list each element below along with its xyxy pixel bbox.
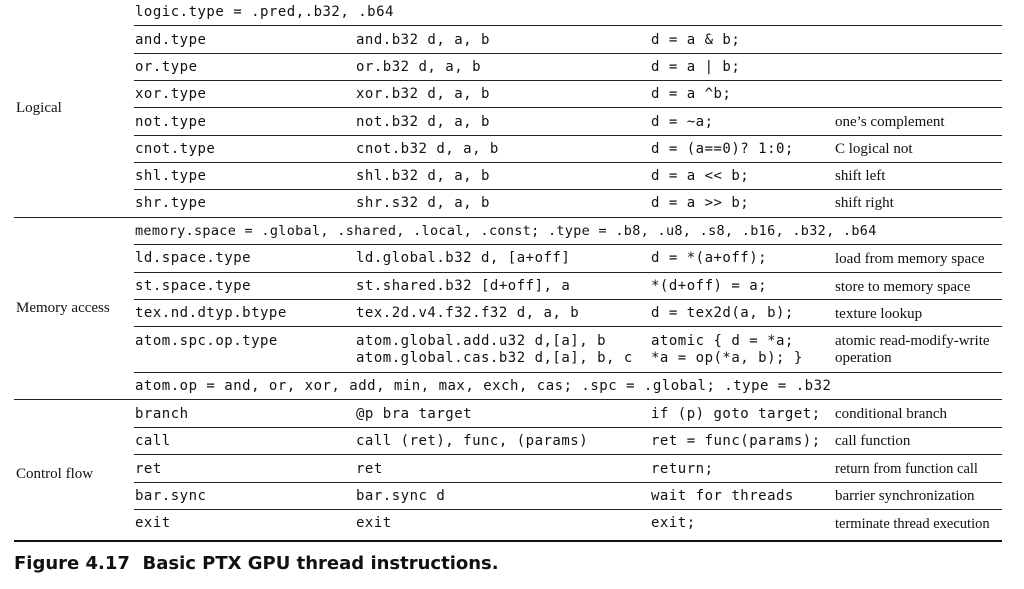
- instruction-type: tex.nd.dtyp.btype: [135, 305, 287, 321]
- row-divider: [134, 80, 1002, 81]
- row-divider: [134, 244, 1002, 245]
- memory-type-header: memory.space = .global, .shared, .local, .const; .type = .b8, .u8, .s8, .b16, .b32, .b64: [135, 223, 877, 239]
- row-divider: [134, 427, 1002, 428]
- instruction-example: @p bra target: [356, 406, 473, 422]
- section-divider: [14, 217, 1002, 218]
- instruction-comment: store to memory space: [835, 279, 971, 295]
- instruction-example: ld.global.b32 d, [a+off]: [356, 250, 571, 266]
- instruction-semantics: d = ~a;: [651, 114, 714, 130]
- instruction-comment: atomic read-modify-write: [835, 333, 990, 349]
- instruction-semantics: if (p) goto target;: [651, 406, 821, 422]
- table-bottom-rule: [14, 540, 1002, 542]
- instruction-type: and.type: [135, 32, 207, 48]
- category-control-flow: Control flow: [16, 466, 94, 482]
- row-divider: [134, 372, 1002, 373]
- instruction-example: shl.b32 d, a, b: [356, 168, 490, 184]
- instruction-type: st.space.type: [135, 278, 252, 294]
- instruction-type: bar.sync: [135, 488, 207, 504]
- instruction-semantics: d = a | b;: [651, 59, 741, 75]
- instruction-semantics: exit;: [651, 515, 696, 531]
- row-divider: [134, 25, 1002, 26]
- instruction-comment: shift left: [835, 168, 886, 184]
- instruction-comment: shift right: [835, 195, 894, 211]
- figure-caption-text: Basic PTX GPU thread instructions.: [142, 553, 499, 574]
- instruction-example: shr.s32 d, a, b: [356, 195, 490, 211]
- row-divider: [134, 272, 1002, 273]
- instruction-type: or.type: [135, 59, 198, 75]
- section-divider: [14, 399, 1002, 400]
- atom-op-footer: atom.op = and, or, xor, add, min, max, exch, cas; .spc = .global; .type = .b32: [135, 378, 832, 394]
- instruction-type: ret: [135, 461, 162, 477]
- instruction-example: xor.b32 d, a, b: [356, 86, 490, 102]
- instruction-example: bar.sync d: [356, 488, 446, 504]
- instruction-semantics: d = a << b;: [651, 168, 750, 184]
- figure-caption-label: Figure 4.17: [14, 553, 130, 574]
- logical-type-header: logic.type = .pred,.b32, .b64: [135, 4, 394, 20]
- figure-caption: [14, 553, 499, 574]
- instruction-type: branch: [135, 406, 189, 422]
- instruction-type: shr.type: [135, 195, 207, 211]
- row-divider: [134, 135, 1002, 136]
- instruction-semantics: return;: [651, 461, 714, 477]
- instruction-semantics: ret = func(params);: [651, 433, 821, 449]
- instruction-type: call: [135, 433, 171, 449]
- instruction-example: ret: [356, 461, 383, 477]
- category-logical: Logical: [16, 100, 62, 116]
- row-divider: [134, 162, 1002, 163]
- row-divider: [134, 509, 1002, 510]
- instruction-example: tex.2d.v4.f32.f32 d, a, b: [356, 305, 580, 321]
- instruction-example: not.b32 d, a, b: [356, 114, 490, 130]
- instruction-semantics: d = a ^b;: [651, 86, 732, 102]
- instruction-semantics: d = a >> b;: [651, 195, 750, 211]
- instruction-semantics: d = *(a+off);: [651, 250, 768, 266]
- instruction-type: not.type: [135, 114, 207, 130]
- instruction-semantics: d = a & b;: [651, 32, 741, 48]
- instruction-comment: return from function call: [835, 461, 978, 477]
- instruction-type: xor.type: [135, 86, 207, 102]
- instruction-semantics: d = (a==0)? 1:0;: [651, 141, 794, 157]
- instruction-type: exit: [135, 515, 171, 531]
- row-divider: [134, 189, 1002, 190]
- instruction-comment: load from memory space: [835, 251, 985, 267]
- instruction-comment: texture lookup: [835, 306, 923, 322]
- instruction-comment: operation: [835, 350, 892, 366]
- row-divider: [134, 107, 1002, 108]
- row-divider: [134, 482, 1002, 483]
- instruction-example: atom.global.add.u32 d,[a], b: [356, 333, 607, 349]
- instruction-semantics: atomic { d = *a;: [651, 333, 794, 349]
- instruction-semantics: d = tex2d(a, b);: [651, 305, 794, 321]
- instruction-comment: barrier synchronization: [835, 488, 975, 504]
- instruction-example: st.shared.b32 [d+off], a: [356, 278, 571, 294]
- instruction-example: exit: [356, 515, 392, 531]
- instruction-comment: call function: [835, 433, 911, 449]
- instruction-comment: conditional branch: [835, 406, 948, 422]
- instruction-type: atom.spc.op.type: [135, 333, 278, 349]
- instruction-semantics: *a = op(*a, b); }: [651, 350, 803, 366]
- instruction-example: cnot.b32 d, a, b: [356, 141, 499, 157]
- row-divider: [134, 326, 1002, 327]
- instruction-type: cnot.type: [135, 141, 216, 157]
- category-memory-access: Memory access: [16, 300, 110, 316]
- instruction-type: shl.type: [135, 168, 207, 184]
- instruction-example: and.b32 d, a, b: [356, 32, 490, 48]
- row-divider: [134, 53, 1002, 54]
- row-divider: [134, 454, 1002, 455]
- instruction-comment: terminate thread execution: [835, 516, 990, 532]
- instruction-example: atom.global.cas.b32 d,[a], b, c: [356, 350, 633, 366]
- instruction-comment: C logical not: [835, 141, 913, 157]
- instruction-comment: one’s complement: [835, 114, 945, 130]
- instruction-semantics: wait for threads: [651, 488, 794, 504]
- instruction-example: call (ret), func, (params): [356, 433, 589, 449]
- instruction-type: ld.space.type: [135, 250, 252, 266]
- row-divider: [134, 299, 1002, 300]
- instruction-example: or.b32 d, a, b: [356, 59, 482, 75]
- instruction-semantics: *(d+off) = a;: [651, 278, 768, 294]
